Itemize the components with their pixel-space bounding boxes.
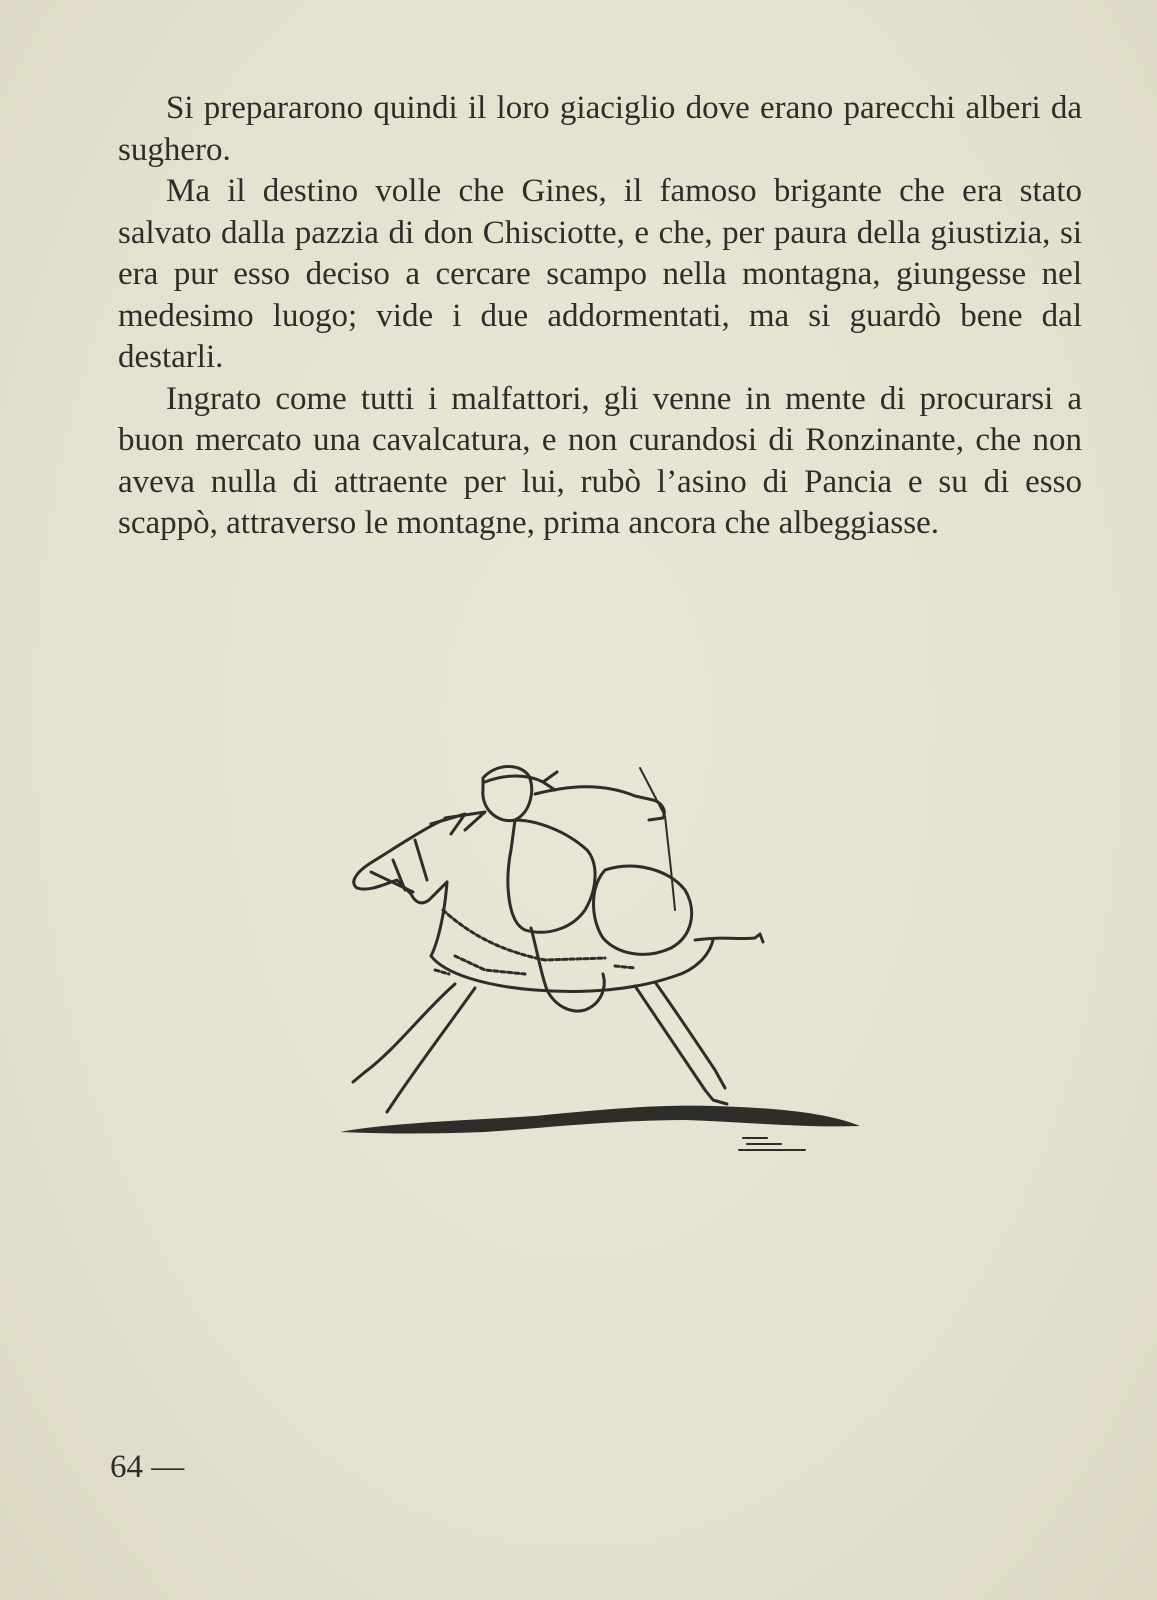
donkey-bridle (371, 840, 427, 892)
donkey-neck (431, 882, 447, 956)
page-number: 64 — (110, 1449, 185, 1485)
paragraph-1: Si prepararono quindi il loro giaciglio dove erano parecchi alberi da sughero. (118, 90, 1082, 168)
rider-torso (508, 820, 595, 932)
saddle-bags (594, 866, 692, 954)
paragraph-2: Ma il destino volle che Gines, il famoso brigante che era stato salvato dalla pazzia di don Chisciotte, e che, per paura della giustizia, si era pur esso deciso a cercare scampo nella montagna, giungesse nel medesimo luogo; vide i due addormentati, ma si guardò bene dal destarli. (118, 173, 1082, 375)
donkey-tail (695, 934, 763, 942)
rider-arm-whip (535, 787, 664, 820)
donkey-ears (431, 812, 485, 834)
donkey-front-legs (353, 984, 475, 1112)
rider-leg (531, 928, 604, 1011)
whip (640, 768, 675, 910)
paragraph-3: Ingrato come tutti i malfattori, gli venne in mente di procurarsi a buon mercato una cavalcatura, e non curandosi di Ronzinante, che non aveva nulla di attraente per lui, rubò l’asino di Pancia e su di esso scappò, attraverso le montagne, prima ancora che albeggiasse. (118, 380, 1082, 541)
body-text (118, 88, 1082, 545)
donkey-hind-legs (635, 982, 727, 1104)
donkey-head (354, 820, 447, 903)
ground-shadow (340, 1106, 860, 1134)
monogram-signature (739, 1138, 805, 1150)
rider-on-donkey-illustration (335, 760, 875, 1180)
rider-head (483, 766, 532, 820)
rider-headscarf (485, 772, 557, 790)
